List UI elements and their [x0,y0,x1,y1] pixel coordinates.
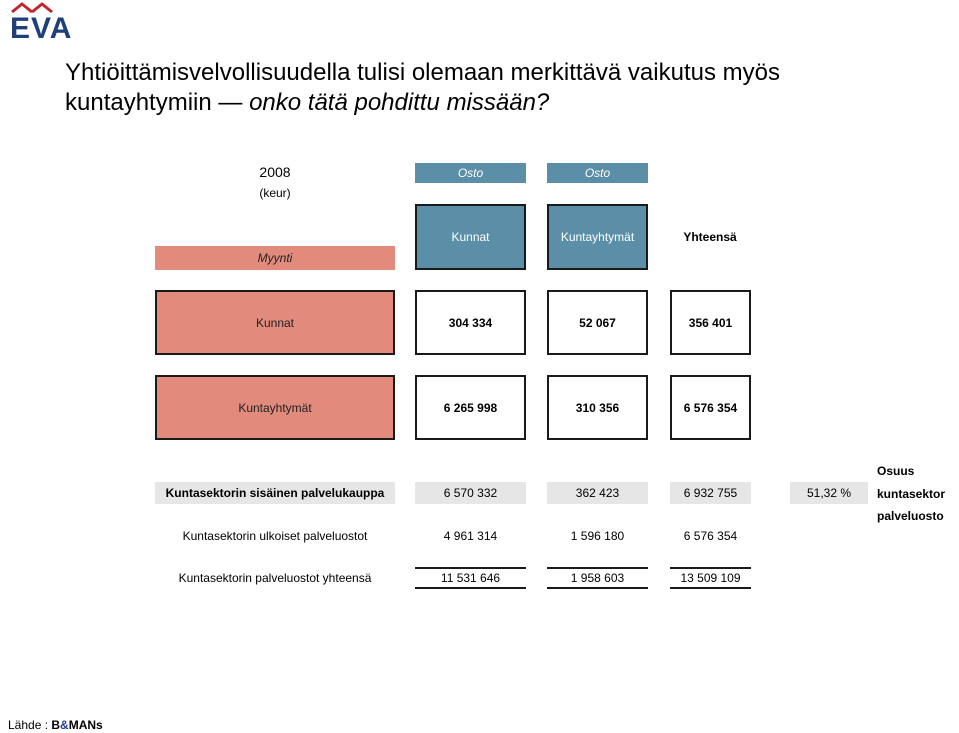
cell-ulkoiset-kuntayhtymat: 1 596 180 [570,529,625,543]
osto-header-1: Osto [415,163,526,183]
col-header-kuntayhtymat: Kuntayhtymät [547,204,648,270]
cell-ulkoiset-yhteensa: 6 576 354 [683,529,738,543]
year-label: 2008 [259,164,291,180]
cell-kunnat-kuntayhtymat: 52 067 [547,290,648,355]
row-label-ulkoiset: Kuntasektorin ulkoiset palveluostot [182,529,368,543]
cell-kunnat-kunnat: 304 334 [415,290,526,355]
cell-kuntayhtymat-yhteensa: 6 576 354 [670,375,751,440]
source-b: B [51,718,61,732]
unit-label: (keur) [259,186,291,200]
source-rest: MANs [68,718,103,732]
cell-yhteensa-kunnat: 11 531 646 [415,567,526,589]
cell-sisainen-osuus: 51,32 % [790,482,868,504]
title-line2-italic: onko tätä pohdittu missään? [249,89,550,116]
page-title [65,58,955,118]
row-label-kuntayhtymat: Kuntayhtymät [155,375,395,440]
source-prefix: Lähde : [8,718,52,732]
osuus-label-3: palveluosto [877,509,944,523]
osuus-label-1: Osuus [877,464,915,478]
row-label-sisainen: Kuntasektorin sisäinen palvelukauppa [155,482,395,504]
cell-yhteensa-yhteensa: 13 509 109 [670,567,751,589]
myynti-header: Myynti [155,246,395,270]
osto-header-2: Osto [547,163,648,183]
cell-kuntayhtymat-kuntayhtymat: 310 356 [547,375,648,440]
title-line1: Yhtiöittämisvelvollisuudella tulisi olemaan merkittävä vaikutus myös [65,59,780,86]
cell-yhteensa-kuntayhtymat: 1 958 603 [547,567,648,589]
cell-sisainen-kunnat: 6 570 332 [415,482,526,504]
cell-ulkoiset-kunnat: 4 961 314 [443,529,498,543]
source-note [8,718,103,732]
title-line2-plain: kuntayhtymiin — [65,89,250,116]
cell-kunnat-yhteensa: 356 401 [670,290,751,355]
title-line2 [65,88,955,118]
col-header-kunnat: Kunnat [415,204,526,270]
row-label-kunnat: Kunnat [155,290,395,355]
cell-sisainen-kuntayhtymat: 362 423 [547,482,648,504]
cell-kuntayhtymat-kunnat: 6 265 998 [415,375,526,440]
osuus-label-2: kuntasektor [877,487,946,501]
logo-text: EVA [10,12,73,45]
row-label-yhteensa: Kuntasektorin palveluostot yhteensä [178,571,372,585]
source-amp: & [60,718,69,732]
col-header-yhteensa: Yhteensä [683,230,737,244]
cell-sisainen-yhteensa: 6 932 755 [670,482,751,504]
